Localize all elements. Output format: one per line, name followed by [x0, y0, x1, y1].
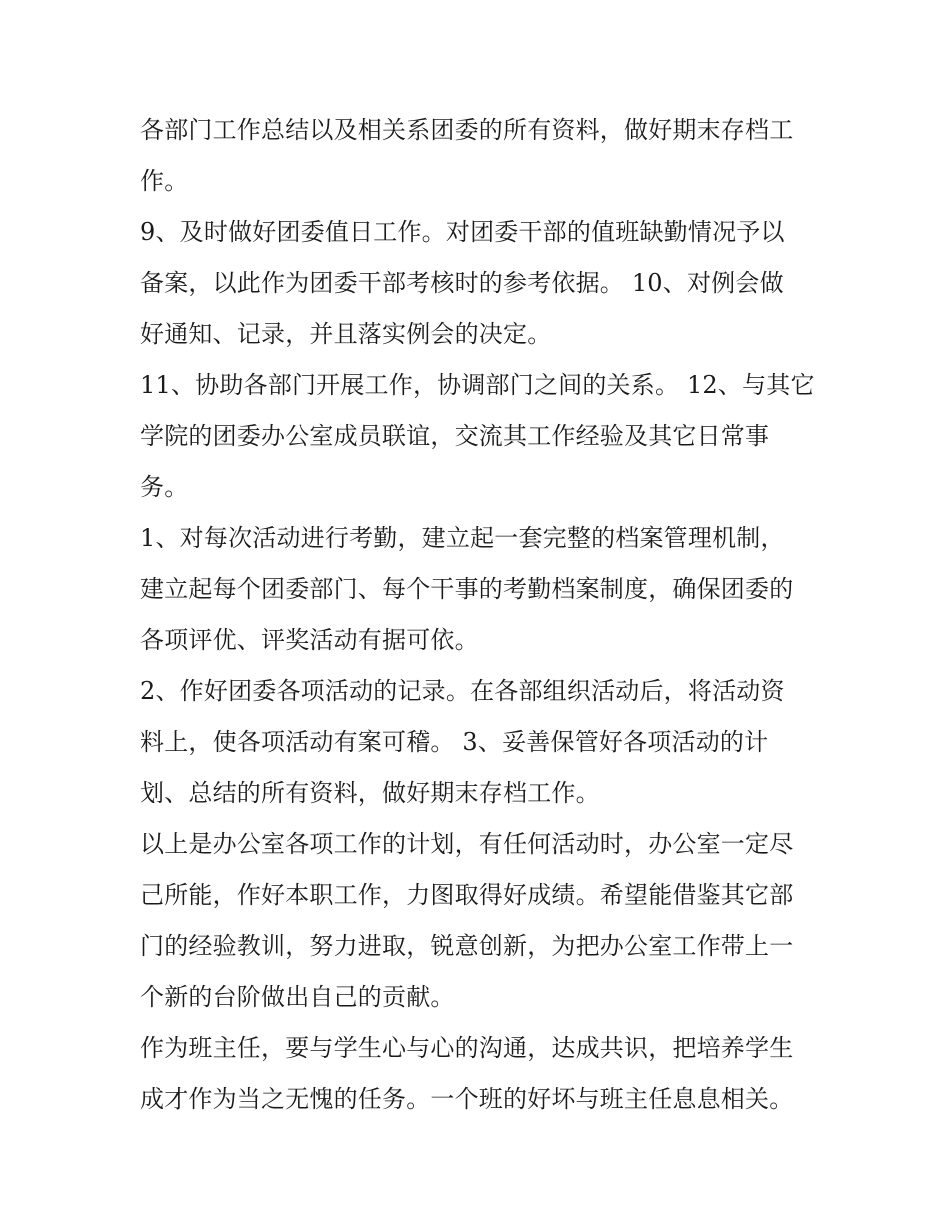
- text-line: 作。: [140, 167, 189, 195]
- text-line: 作为班主任，要与学生心与心的沟通，达成共识，把培养学生: [140, 1034, 794, 1062]
- text-line: 2、作好团委各项活动的记录。在各部组织活动后，将活动资: [140, 677, 785, 705]
- text-line: 料上，使各项活动有案可稽。 3、妥善保管好各项活动的计: [140, 728, 769, 756]
- text-line: 9、及时做好团委值日工作。对团委干部的值班缺勤情况予以: [140, 218, 785, 246]
- text-line: 各项评优、评奖活动有据可依。: [140, 626, 479, 654]
- text-line: 门的经验教训，努力进取，锐意创新，为把办公室工作带上一: [140, 932, 794, 960]
- text-line: 1、对每次活动进行考勤，建立起一套完整的档案管理机制，: [140, 524, 785, 552]
- text-line: 己所能，作好本职工作，力图取得好成绩。希望能借鉴其它部: [140, 881, 794, 909]
- text-line: 建立起每个团委部门、每个干事的考勤档案制度，确保团委的: [140, 575, 794, 603]
- text-line: 11、协助各部门开展工作，协调部门之间的关系。 12、与其它: [140, 371, 815, 399]
- text-line: 学院的团委办公室成员联谊，交流其工作经验及其它日常事: [140, 422, 770, 450]
- text-line: 划、总结的所有资料，做好期末存档工作。: [140, 779, 600, 807]
- text-line: 各部门工作总结以及相关系团委的所有资料，做好期末存档工: [140, 116, 794, 144]
- text-line: 成才作为当之无愧的任务。一个班的好坏与班主任息息相关。: [140, 1085, 794, 1113]
- text-line: 个新的台阶做出自己的贡献。: [140, 983, 455, 1011]
- text-line: 以上是办公室各项工作的计划，有任何活动时，办公室一定尽: [140, 830, 794, 858]
- text-line: 备案，以此作为团委干部考核时的参考依据。 10、对例会做: [140, 269, 784, 297]
- document-body: [140, 105, 820, 1125]
- text-line: 务。: [140, 473, 189, 501]
- text-line: 好通知、记录，并且落实例会的决定。: [140, 320, 552, 348]
